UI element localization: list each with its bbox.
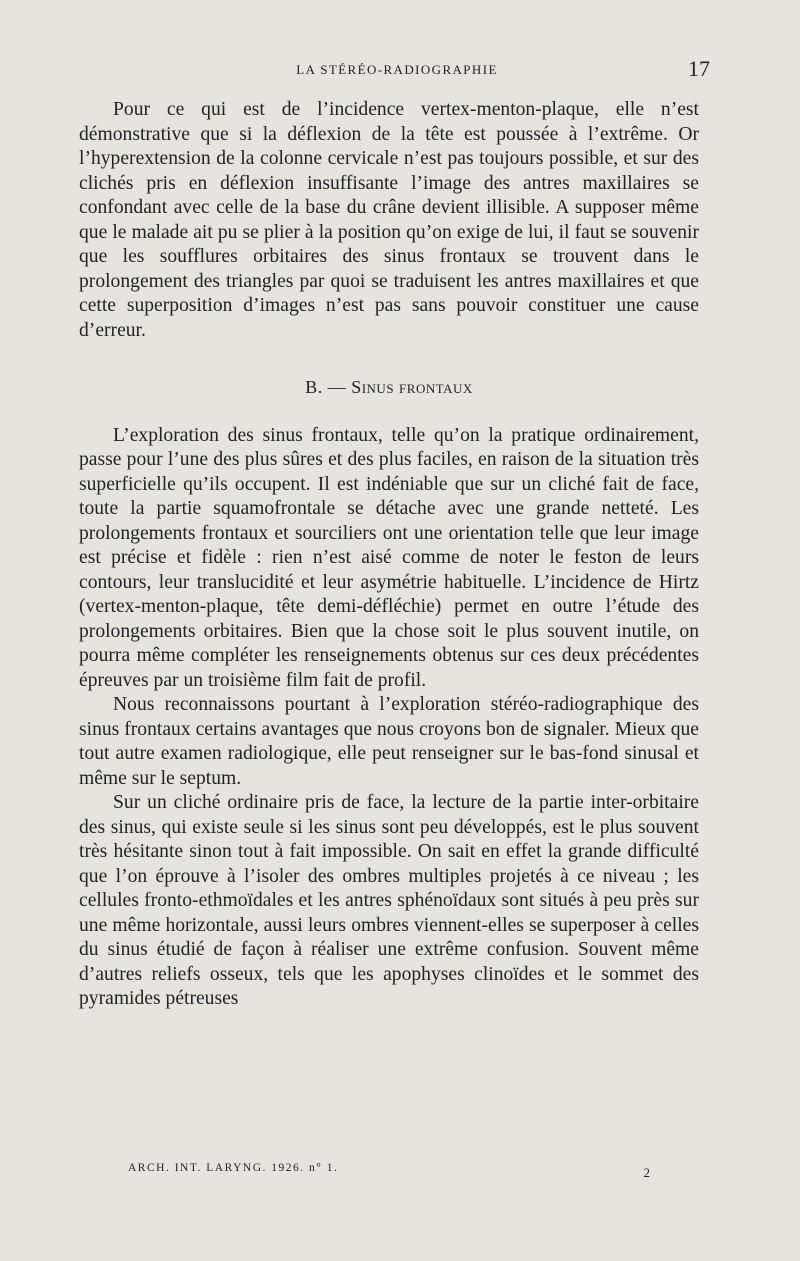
paragraph: Sur un cliché ordinaire pris de face, la lecture de la partie inter-orbitaire des sinus, qui existe seule si les sinus sont peu développés, est le plus souvent très hésitante sinon tout à fait impossible. On sait en effet la grande difficulté que l’on éprouve à l’isoler des ombres multiples projetés à ce niveau ; les cellules fronto-ethmoïdales et les antres sphénoïdaux sont situés à peu près sur une même horizontale, aussi leurs ombres viennent-elles se superposer à celles du sinus étudié de façon à réaliser une extrême confusion. Souvent même d’autres reliefs osseux, tels que les apophyses clinoïdes et le sommet des pyramides pétreuses [79, 792, 699, 1009]
section-letter: B. — [305, 377, 347, 397]
page-number: 17 [688, 56, 710, 81]
body-text [79, 98, 699, 1012]
section-heading [79, 375, 699, 400]
page-footer [128, 1162, 688, 1184]
section-title: Sinus frontaux [351, 377, 473, 397]
paragraph: Nous reconnaissons pourtant à l’exploration stéréo-radiographique des sinus frontaux certains avantages que nous croyons bon de signaler. Mieux que tout autre examen radiologique, elle peut renseigner sur le bas-fond sinusal et même sur le septum. [79, 694, 699, 789]
footer-journal-reference: ARCH. INT. LARYNG. 1926. n° 1. [128, 1162, 339, 1174]
paragraph: Pour ce qui est de l’incidence vertex-menton-plaque, elle n’est démonstrative que si la déflexion de la tête est poussée à l’extrême. Or l’hyperextension de la colonne cervicale n’est pas toujours possible, et sur des clichés pris en déflexion insuffisante l’image des antres maxillaires se confondant avec celle de la base du crâne devient illisible. A supposer même que le malade ait pu se plier à la position qu’on exige de lui, il faut se souvenir que les soufflures orbitaires des sinus frontaux se trouvent dans le prolongement des triangles par quoi se traduisent les antres maxillaires et que cette superposition d’images n’est pas sans pouvoir constituer une cause d’erreur. [79, 99, 699, 341]
running-title: LA STÉRÉO-RADIOGRAPHIE [296, 62, 498, 77]
page-header [84, 56, 710, 84]
signature-mark: 2 [643, 1165, 650, 1180]
paragraph: L’exploration des sinus frontaux, telle qu’on la pratique ordinairement, passe pour l’une des plus sûres et des plus faciles, en raison de la situation très superficielle qu’ils occupent. Il est indéniable que sur un cliché fait de face, toute la partie squamofrontale se détache avec une grande netteté. Les prolongements frontaux et sourciliers ont une orientation telle que leur image est précise et fidèle : rien n’est aisé comme de noter le feston de leurs contours, leur translucidité et leur asymétrie habituelle. L’incidence de Hirtz (vertex-menton-plaque, tête demi-défléchie) permet en outre l’étude des prolongements orbitaires. Bien que la chose soit le plus souvent inutile, on pourra même compléter les renseignements obtenus sur ces deux précédentes épreuves par un troisième film fait de profil. [79, 424, 699, 691]
